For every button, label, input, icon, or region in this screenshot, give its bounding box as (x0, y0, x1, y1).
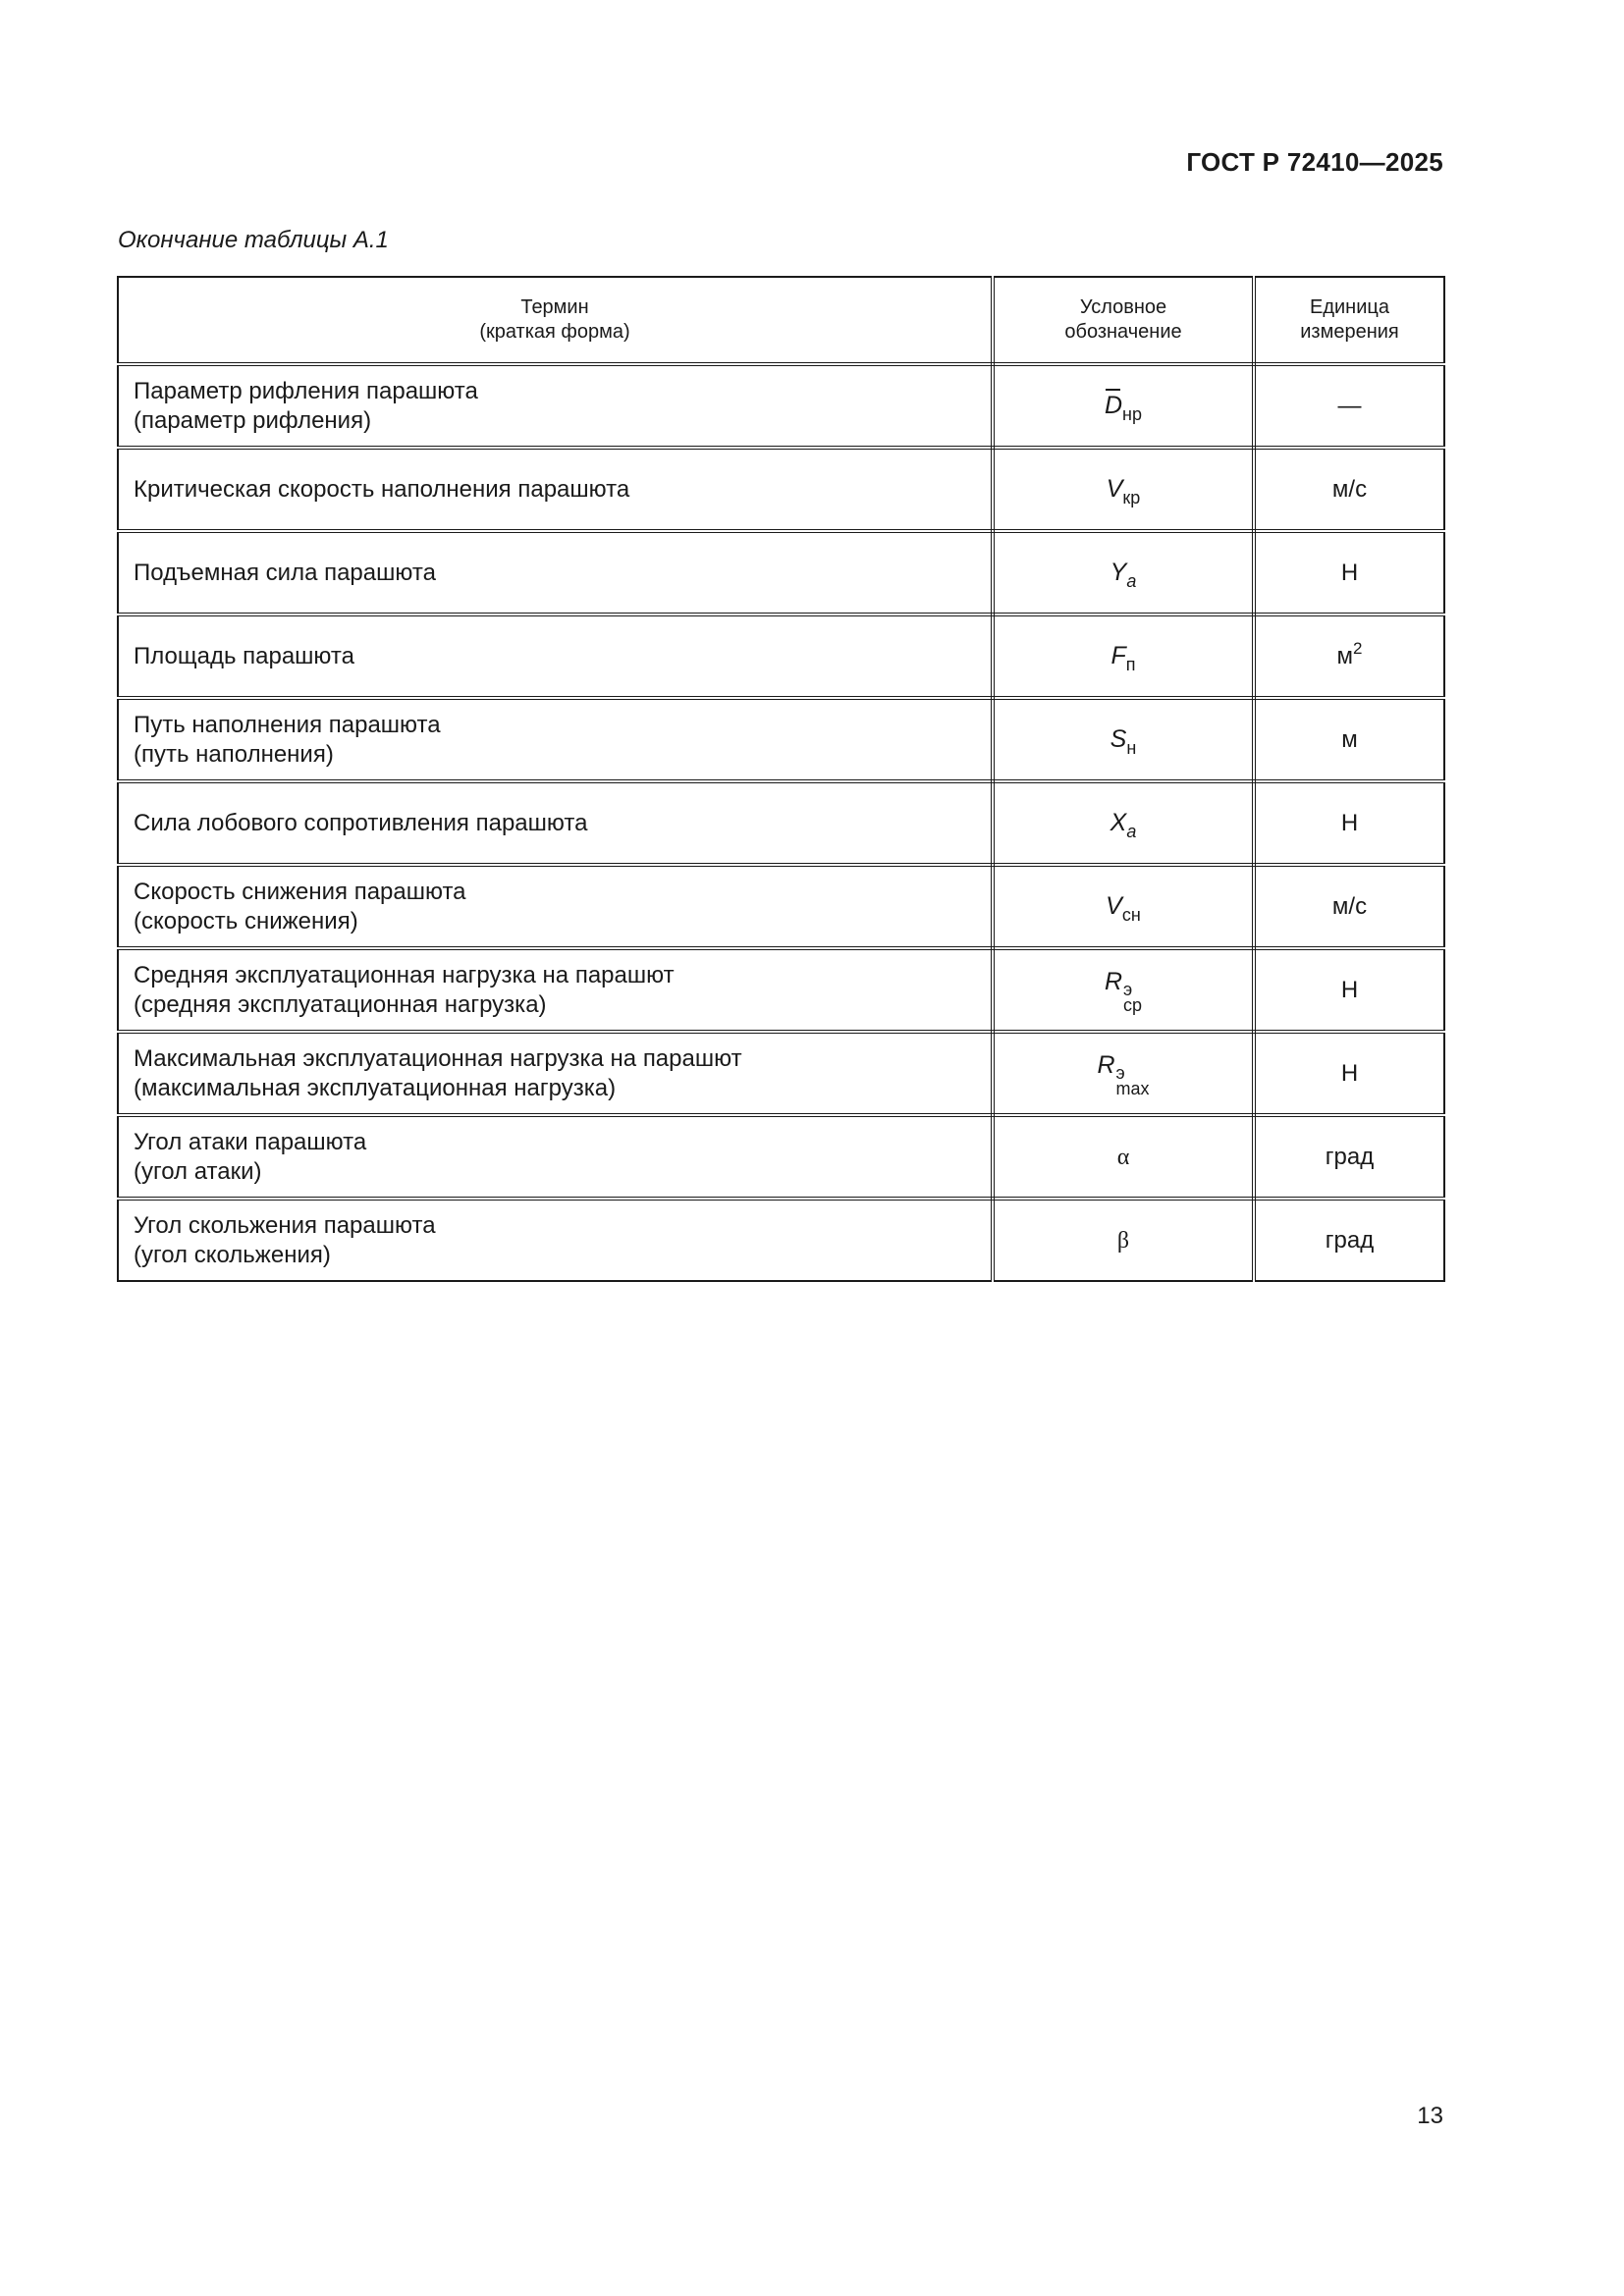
header-term (118, 277, 993, 364)
unit-cell: м (1254, 698, 1444, 781)
symbol (1105, 968, 1142, 1013)
symbol (1110, 642, 1136, 674)
symbol-cell (993, 1199, 1254, 1281)
table-row (118, 531, 1444, 614)
unit-cell: град (1254, 1115, 1444, 1199)
term-line1: Угол скольжения парашюта (134, 1211, 436, 1239)
term-line2: (максимальная эксплуатационная нагрузка) (134, 1074, 617, 1101)
term-line1: Площадь парашюта (134, 642, 354, 669)
term-line2: (средняя эксплуатационная нагрузка) (134, 990, 547, 1018)
symbol (1106, 892, 1141, 925)
term-cell (118, 614, 993, 698)
unit-cell: м/с (1254, 448, 1444, 531)
symbol-subscript: a (1126, 822, 1137, 841)
symbol (1104, 392, 1142, 424)
term-cell (118, 1115, 993, 1199)
term-line1: Критическая скорость наполнения парашюта (134, 475, 630, 503)
term-line2: (путь наполнения) (134, 740, 334, 768)
symbol-subscript: н (1126, 738, 1137, 758)
symbol-main: F (1110, 642, 1126, 669)
symbol (1106, 475, 1141, 507)
header-term-line2: (краткая форма) (479, 321, 630, 343)
header-symbol (993, 277, 1254, 364)
page-number: 13 (1417, 2103, 1443, 2129)
symbol-subscript: max (1115, 1078, 1150, 1098)
symbol-index-stack (1123, 979, 1143, 1015)
symbol-superscript: э (1115, 1062, 1125, 1083)
term-line2: (скорость снижения) (134, 907, 358, 934)
header-unit-line2: измерения (1300, 321, 1399, 343)
unit-superscript: 2 (1353, 638, 1363, 658)
unit-cell: Н (1254, 531, 1444, 614)
symbol-main: V (1106, 475, 1123, 503)
symbol-main: S (1110, 725, 1127, 753)
term-line1: Подъемная сила парашюта (134, 559, 436, 586)
symbol (1097, 1051, 1149, 1096)
table-row (118, 865, 1444, 948)
table-row (118, 1199, 1444, 1281)
term-cell (118, 448, 993, 531)
term-line1: Параметр рифления парашюта (134, 377, 478, 404)
symbol-superscript: э (1123, 979, 1133, 999)
symbol-subscript: п (1125, 655, 1136, 674)
term-line2: (угол атаки) (134, 1157, 262, 1185)
unit-cell: град (1254, 1199, 1444, 1281)
unit-cell: Н (1254, 948, 1444, 1032)
symbol-main: D (1104, 392, 1123, 419)
symbol-main: α (1116, 1145, 1130, 1170)
term-cell (118, 698, 993, 781)
term-line1: Сила лобового сопротивления парашюта (134, 809, 588, 836)
unit-cell: — (1254, 364, 1444, 448)
symbol-subscript: кр (1122, 488, 1141, 507)
header-unit-line1: Единица (1310, 296, 1389, 318)
term-line1: Скорость снижения парашюта (134, 878, 466, 905)
term-cell (118, 948, 993, 1032)
term-line1: Максимальная эксплуатационная нагрузка на парашют (134, 1044, 742, 1072)
unit-cell: м/с (1254, 865, 1444, 948)
unit-cell: Н (1254, 781, 1444, 865)
symbol-main: β (1116, 1228, 1130, 1254)
symbol (1110, 809, 1137, 841)
symbol-cell (993, 698, 1254, 781)
table-row (118, 614, 1444, 698)
table-caption: Окончание таблицы А.1 (118, 227, 389, 253)
table-row (118, 948, 1444, 1032)
term-line1: Угол атаки парашюта (134, 1128, 367, 1155)
term-line2: (угол скольжения) (134, 1241, 331, 1268)
header-unit (1254, 277, 1444, 364)
table-row (118, 448, 1444, 531)
symbol-main: R (1104, 967, 1123, 995)
header-term-line1: Термин (520, 296, 589, 318)
symbol-main: R (1097, 1050, 1115, 1079)
symbol-main: X (1110, 809, 1127, 836)
table-row (118, 698, 1444, 781)
symbol-cell (993, 448, 1254, 531)
document-code: ГОСТ Р 72410—2025 (1186, 147, 1443, 177)
table-row (118, 781, 1444, 865)
table-row (118, 1115, 1444, 1199)
symbol-cell (993, 948, 1254, 1032)
term-cell (118, 1032, 993, 1115)
symbol-subscript: ср (1123, 994, 1143, 1015)
symbol-cell (993, 614, 1254, 698)
symbol-index-stack (1115, 1062, 1150, 1098)
symbol-cell (993, 531, 1254, 614)
term-line1: Средняя эксплуатационная нагрузка на парашют (134, 961, 675, 988)
table-header-row (118, 277, 1444, 364)
symbol-cell (993, 865, 1254, 948)
term-cell (118, 364, 993, 448)
symbol (1110, 559, 1137, 591)
symbol-cell (993, 1032, 1254, 1115)
symbol-subscript: a (1126, 571, 1137, 591)
unit-cell (1254, 614, 1444, 698)
symbol-subscript: нр (1122, 404, 1142, 424)
terms-table (117, 276, 1445, 1282)
unit-cell: Н (1254, 1032, 1444, 1115)
term-cell (118, 531, 993, 614)
table-row (118, 1032, 1444, 1115)
header-symbol-line2: обозначение (1064, 321, 1182, 343)
term-line1: Путь наполнения парашюта (134, 711, 441, 738)
symbol-cell (993, 781, 1254, 865)
symbol-subscript: сн (1121, 905, 1141, 925)
symbol-cell (993, 364, 1254, 448)
table-row (118, 364, 1444, 448)
term-line2: (параметр рифления) (134, 406, 372, 434)
term-cell (118, 865, 993, 948)
symbol-main: Y (1110, 559, 1127, 586)
symbol-cell (993, 1115, 1254, 1199)
term-cell (118, 1199, 993, 1281)
header-symbol-line1: Условное (1079, 296, 1167, 318)
unit-base: м (1336, 642, 1354, 669)
term-cell (118, 781, 993, 865)
symbol-main: V (1106, 892, 1122, 920)
symbol (1110, 725, 1137, 758)
